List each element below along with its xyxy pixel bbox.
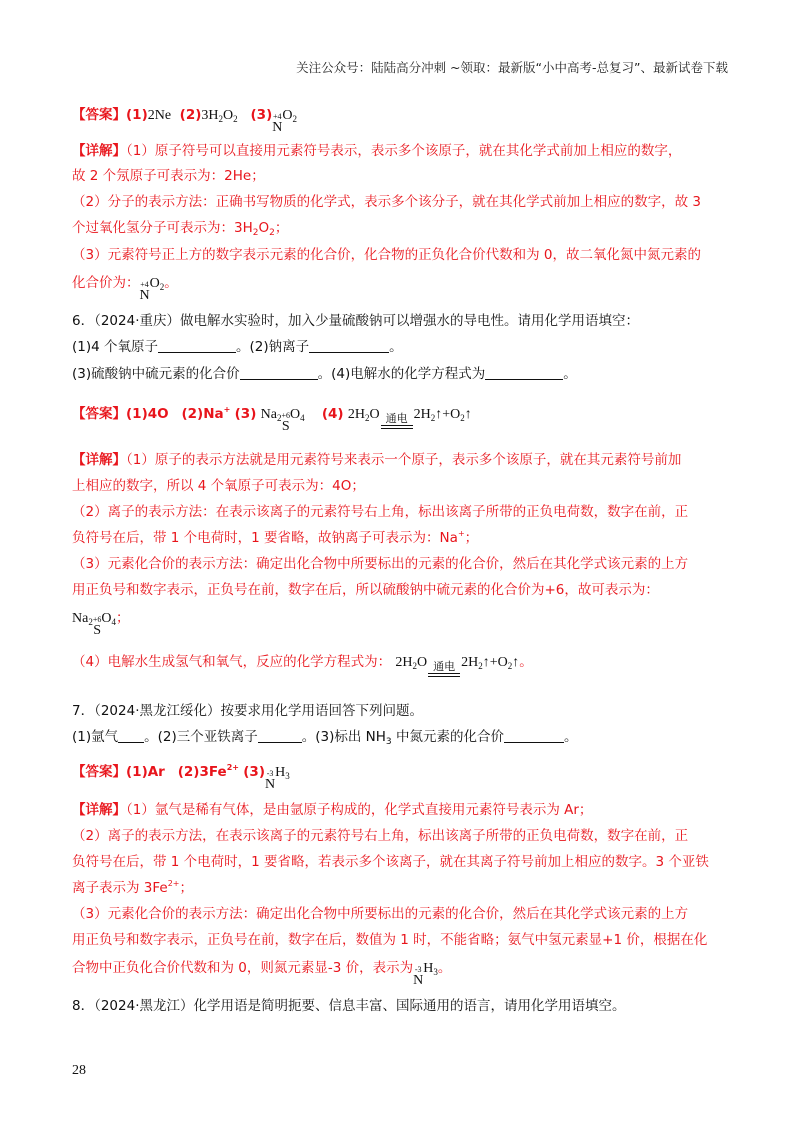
q7-detail-line-7: 合物中正负化合价代数和为 0，则氮元素显-3 价，表示为 -3 N $H_3$。 xyxy=(72,960,452,988)
q7-subquestions: (1)氩气 。(2)三个亚铁离子 。(3)标出 $NH_3$ 中氮元素的化合价 。 xyxy=(72,729,578,747)
answer-blank[interactable] xyxy=(118,728,144,743)
answer-blank[interactable] xyxy=(240,365,318,380)
q7-detail-line-1: 【详解】（1）氩气是稀有气体，是由氩原子构成的，化学式直接用元素符号表示为 Ar； xyxy=(72,802,593,818)
q6-subquestions-2: (3)硫酸钠中硫元素的化合价 。(4)电解水的化学方程式为 。 xyxy=(72,366,577,382)
h2o2-formula: $3H_2O_2$ xyxy=(201,108,238,124)
q7-detail-line-6: 用正负号和数字表示，正负号在前，数字在后，数值为 1 时，不能省略；氨气中氢元素显+1 价，根据在化 xyxy=(72,932,708,948)
q5-detail-line-2: 故 2 个氖原子可表示为：2He； xyxy=(72,168,265,184)
q5-detail-line-6: 化合价为： +4 N $O_2$。 xyxy=(72,275,178,303)
q7-detail-line-2: （2）离子的表示方法，在表示该离子的元素符号右上角，标出该离子所带的正负电荷数，数字在前，正 xyxy=(72,828,689,844)
q5-detail-line-5: （3）元素符号正上方的数字表示元素的化合价，化合物的正负化合价代数和为 0，故二氧化氮中氮元素的 xyxy=(72,247,701,263)
q8-stem: 8．（2024·黑龙江）化学用语是简明扼要、信息丰富、国际通用的语言，请用化学用语填空。 xyxy=(72,998,626,1014)
no2-valence-formula: +4 N $O_2$ xyxy=(272,108,297,135)
q6-detail-line-2: 上相应的数字，所以 4 个氧原子可表示为：4O； xyxy=(72,478,365,494)
q6-detail-line-5: （3）元素化合价的表示方法：确定出化合物中所要标出的元素的化合价，然后在其化学式该元素的上方 xyxy=(72,556,689,572)
q5-detail-line-4: 个过氧化氢分子可表示为：$3H_2O_2$； xyxy=(72,220,289,238)
q6-subquestions-1: (1)4 个氧原子 。(2)钠离子 。 xyxy=(72,339,403,355)
q6-detail-line-8: （4）电解水生成氢气和氧气，反应的化学方程式为： $2H_2O$ 通电 $2H_2↑+O_2↑$。 xyxy=(72,652,732,677)
q6-answer-line: 【答案】(1)4O (2)Na+ (3) $Na_2$ +6 S $O_4$ (4) $2H_2O$ 通电 $2H_2↑+O_2↑$ xyxy=(72,405,472,434)
q7-detail-line-3: 负符号在后，带 1 个电荷时，1 要省略，若表示多个该离子，就在其离子符号前加上相应的数字。3 个亚铁 xyxy=(72,854,709,870)
q5-detail-line-3: （2）分子的表示方法：正确书写物质的化学式，表示多个该分子，就在其化学式前加上相应的数字，故 3 xyxy=(72,194,701,210)
q5-detail-line-1: 【详解】（1）原子符号可以直接用元素符号表示，表示多个该原子，就在其化学式前加上相应的数字， xyxy=(72,143,682,159)
electrolysis-equation: $2H_2O$ 通电 $2H_2↑+O_2↑$ xyxy=(348,407,472,422)
answer-blank[interactable] xyxy=(158,338,236,353)
page-number: 28 xyxy=(72,1063,86,1078)
answer-blank[interactable] xyxy=(309,338,389,353)
q7-answer-line: 【答案】(1)Ar $(2)3Fe^{2+}$ (3) -3 N $H_3$ xyxy=(72,763,290,792)
q6-detail-line-3: （2）离子的表示方法：在表示该离子的元素符号右上角，标出该离子所带的正负电荷数，数字在前，正 xyxy=(72,504,689,520)
q7-detail-line-4: 离子表示为 $3Fe^{2+}$； xyxy=(72,879,194,896)
page-header: 关注公众号：陆陆高分冲刺 ~领取：最新版“小中高考-总复习”、最新试卷下载 xyxy=(296,60,728,75)
q6-detail-line-1: 【详解】（1）原子的表示方法就是用元素符号来表示一个原子，表示多个该原子，就在其元素符号前加 xyxy=(72,452,682,468)
answer-blank[interactable] xyxy=(504,728,564,743)
q6-detail-line-7: $Na_2$ +6 S $O_4$； xyxy=(72,610,130,638)
q6-stem: 6．（2024·重庆）做电解水实验时，加入少量硫酸钠可以增强水的导电性。请用化学用语填空： xyxy=(72,313,639,329)
q7-stem: 7．（2024·黑龙江绥化）按要求用化学用语回答下列问题。 xyxy=(72,703,423,719)
answer-blank[interactable] xyxy=(258,728,302,743)
q6-detail-line-4: 负符号在后，带 1 个电荷时，1 要省略，故钠离子可表示为：Na+； xyxy=(72,529,479,546)
answer-blank[interactable] xyxy=(485,365,563,380)
q7-detail-line-5: （3）元素化合价的表示方法：确定出化合物中所要标出的元素的化合价，然后在其化学式该元素的上方 xyxy=(72,906,689,922)
q6-detail-line-6: 用正负号和数字表示，正负号在前，数字在后，所以硫酸钠中硫元素的化合价为+6，故可表示为： xyxy=(72,582,659,598)
q5-answer-line: 【答案】(1)2Ne $(2)3H_2O_2$ (3) +4 N $O_2$ xyxy=(72,107,297,135)
